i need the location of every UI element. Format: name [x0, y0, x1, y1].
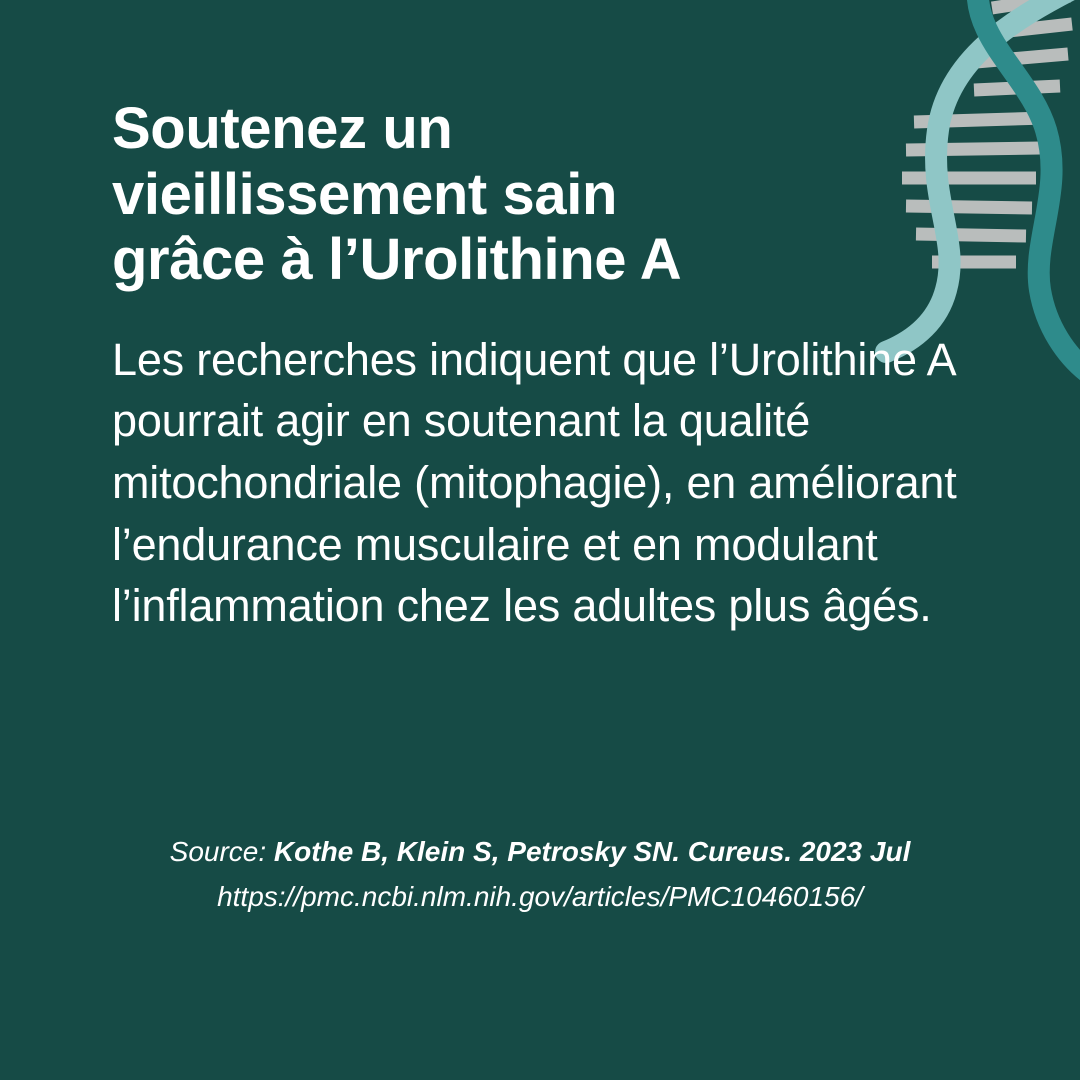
- body-text: Les recherches indiquent que l’Urolithine A pourrait agir en soutenant la qualité mitochondriale (mitophagie), en améliorant l’endurance musculaire et en modulant l’inflammation chez les adultes plus âgés.: [112, 333, 957, 632]
- source-label: Source:: [169, 836, 267, 867]
- text-block: [112, 96, 972, 637]
- source-url[interactable]: https://pmc.ncbi.nlm.nih.gov/articles/PMC10460156/: [217, 880, 863, 912]
- source-block: [0, 832, 1080, 917]
- headline: Soutenez un vieillissement sain grâce à l’Urolithine A: [112, 96, 682, 293]
- source-citation-line: [0, 832, 1080, 873]
- source-citation: Kothe B, Klein S, Petrosky SN. Cureus. 2023 Jul: [273, 836, 911, 867]
